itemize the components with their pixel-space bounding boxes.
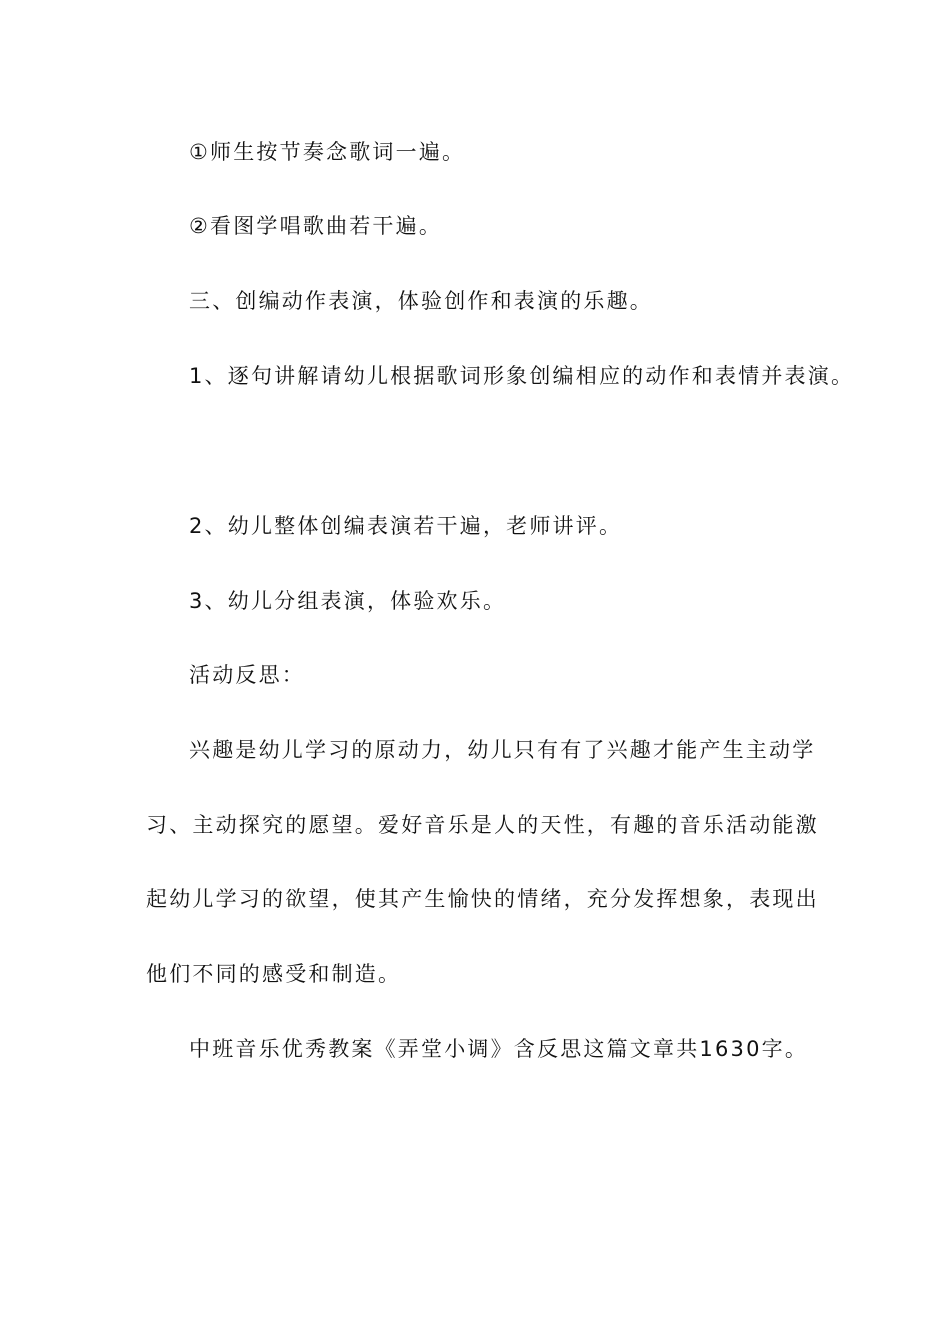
reflection-paragraph-line-1: 兴趣是幼儿学习的原动力，幼儿只有有了兴趣才能产生主动学: [189, 738, 816, 762]
step-1: 1、逐句讲解请幼儿根据歌词形象创编相应的动作和表情并表演。: [189, 364, 855, 388]
step-recite-lyrics: ①师生按节奏念歌词一遍。: [189, 140, 466, 164]
reflection-heading: 活动反思：: [189, 663, 305, 687]
reflection-paragraph-line-4: 他们不同的感受和制造。: [146, 962, 402, 986]
step-learn-song: ②看图学唱歌曲若干遍。: [189, 214, 443, 238]
reflection-paragraph-line-2: 习、主动探究的愿望。爱好音乐是人的天性，有趣的音乐活动能激: [146, 813, 819, 837]
article-footer: 中班音乐优秀教案《弄堂小调》含反思这篇文章共1630字。: [189, 1037, 809, 1061]
reflection-paragraph-line-3: 起幼儿学习的欲望，使其产生愉快的情绪，充分发挥想象，表现出: [146, 887, 819, 911]
section-heading-3: 三、创编动作表演，体验创作和表演的乐趣。: [189, 289, 653, 313]
step-3: 3、幼儿分组表演，体验欢乐。: [189, 589, 507, 613]
step-2: 2、幼儿整体创编表演若干遍，老师讲评。: [189, 514, 623, 538]
